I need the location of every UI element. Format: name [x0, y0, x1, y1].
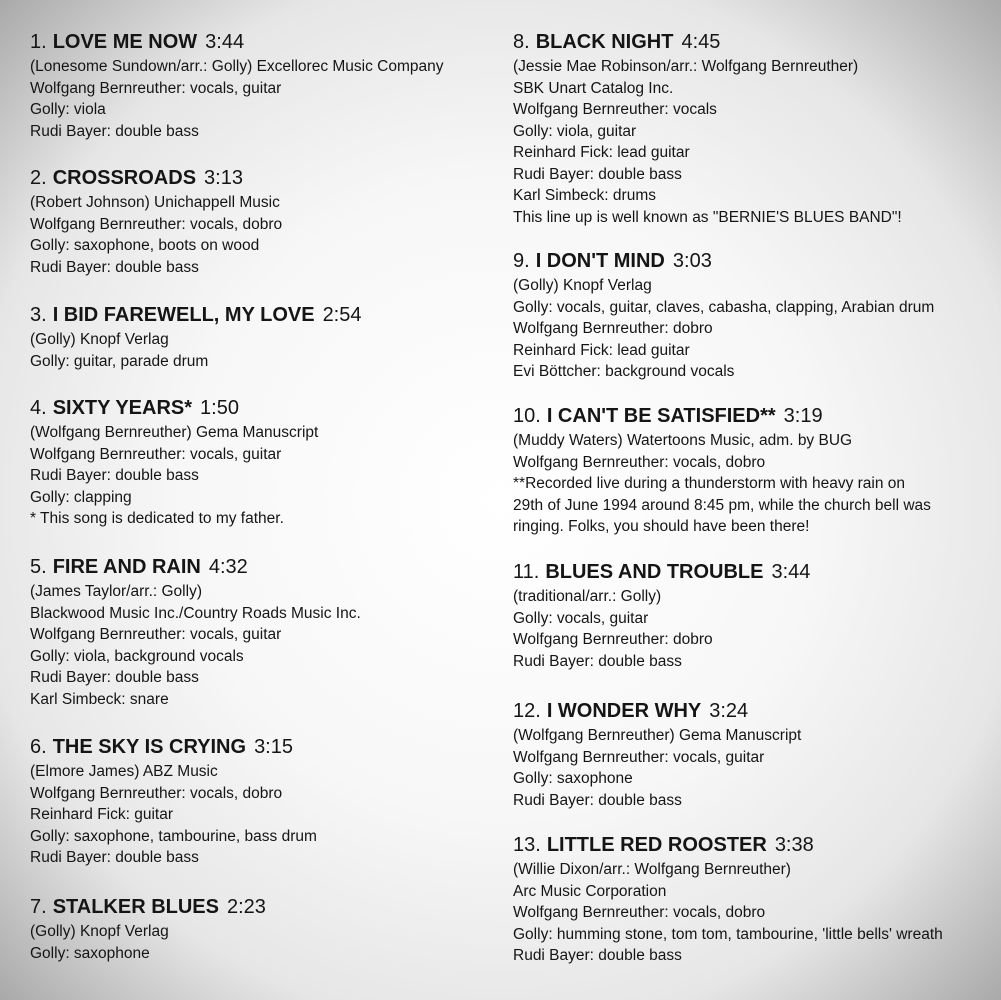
track-title: I WONDER WHY — [546, 700, 702, 722]
track-heading — [30, 166, 495, 190]
track-heading — [513, 833, 983, 857]
track-heading — [513, 249, 983, 273]
track-entry — [30, 735, 495, 869]
track-heading — [30, 555, 495, 579]
track-duration: 3:15 — [254, 736, 293, 758]
track-duration: 3:03 — [672, 250, 712, 272]
track-number: 3. — [30, 304, 47, 326]
track-entry — [30, 303, 495, 372]
track-credit-line: Golly: saxophone, boots on wood — [30, 237, 260, 254]
track-credit-line: Wolfgang Bernreuther: vocals, dobro — [513, 904, 766, 921]
track-heading — [30, 30, 495, 54]
track-credit-line: * This song is dedicated to my father. — [30, 510, 284, 527]
track-credit-line: (Lonesome Sundown/arr.: Golly) Excellorec Music Company — [30, 58, 444, 75]
track-heading — [513, 404, 983, 428]
track-duration: 4:45 — [681, 31, 721, 53]
track-entry — [513, 833, 983, 967]
track-credit-line: Wolfgang Bernreuther: vocals, guitar — [30, 79, 282, 97]
track-heading — [30, 396, 495, 420]
track-credit-line: Rudi Bayer: double bass — [30, 467, 199, 484]
track-credit-line: Wolfgang Bernreuther: dobro — [513, 631, 713, 648]
track-credit-line: SBK Unart Catalog Inc. — [513, 79, 674, 97]
track-duration: 3:44 — [771, 561, 811, 583]
track-title: THE SKY IS CRYING — [52, 736, 247, 758]
track-credit-line: Golly: saxophone — [30, 944, 150, 962]
track-credit-line: (Golly) Knopf Verlag — [30, 923, 169, 940]
track-entry — [30, 555, 495, 710]
track-entry — [513, 249, 983, 383]
track-credit-line: Wolfgang Bernreuther: vocals, dobro — [30, 784, 283, 802]
track-credit-line: (Elmore James) ABZ Music — [30, 763, 218, 780]
track-credit-line: (Robert Johnson) Unichappell Music — [30, 194, 280, 211]
track-credit-line: Wolfgang Bernreuther: dobro — [513, 320, 713, 337]
track-credit-line: Wolfgang Bernreuther: vocals, guitar — [30, 626, 282, 643]
track-credit-line: Rudi Bayer: double bass — [30, 122, 199, 140]
track-credit-line: Evi Böttcher: background vocals — [513, 363, 735, 380]
track-heading — [513, 30, 983, 54]
track-heading — [30, 303, 495, 327]
track-credit-line: Rudi Bayer: double bass — [513, 652, 682, 670]
track-credit-line: (Wolfgang Bernreuther) Gema Manuscript — [30, 424, 319, 441]
track-number: 13. — [513, 834, 541, 856]
track-credit-line: Golly: clapping — [30, 488, 132, 506]
track-credit-line: Rudi Bayer: double bass — [513, 947, 682, 964]
track-number: 2. — [30, 167, 47, 189]
track-credit-line: Golly: saxophone, tambourine, bass drum — [30, 827, 317, 845]
track-credit-line: Golly: viola, guitar — [513, 122, 637, 140]
track-credit-line: Wolfgang Bernreuther: vocals — [513, 101, 717, 118]
track-credit-line: (Muddy Waters) Watertoons Music, adm. by BUG — [513, 432, 853, 449]
track-credit-line: (traditional/arr.: Golly) — [513, 588, 662, 605]
track-number: 9. — [513, 250, 530, 272]
track-credit-line: 29th of June 1994 around 8:45 pm, while the church bell was — [513, 496, 931, 514]
track-credit-line: Golly: vocals, guitar — [513, 609, 649, 627]
track-number: 8. — [513, 31, 530, 53]
track-title: LITTLE RED ROOSTER — [546, 834, 767, 856]
track-credit-line: Golly: guitar, parade drum — [30, 352, 209, 370]
track-entry — [30, 396, 495, 530]
track-entry — [30, 30, 495, 142]
track-title: LOVE ME NOW — [52, 31, 198, 53]
track-title: CROSSROADS — [52, 167, 197, 189]
track-duration: 3:38 — [774, 834, 814, 856]
track-title: I BID FAREWELL, MY LOVE — [52, 304, 315, 326]
track-credit-line: Rudi Bayer: double bass — [513, 165, 682, 183]
track-credit-line: (Golly) Knopf Verlag — [513, 277, 652, 294]
track-credit-line: Karl Simbeck: snare — [30, 690, 169, 708]
track-number: 4. — [30, 397, 47, 419]
track-credit-line: Rudi Bayer: double bass — [30, 258, 199, 276]
track-entry — [513, 404, 983, 538]
track-duration: 2:54 — [322, 304, 362, 326]
track-credit-line: Rudi Bayer: double bass — [30, 849, 199, 866]
track-credit-line: Rudi Bayer: double bass — [513, 791, 682, 809]
track-credit-line: Blackwood Music Inc./Country Roads Music Inc. — [30, 604, 361, 622]
track-duration: 1:50 — [200, 397, 239, 419]
track-credit-line: Rudi Bayer: double bass — [30, 669, 199, 686]
track-heading — [30, 895, 495, 919]
track-title: SIXTY YEARS* — [52, 397, 193, 419]
track-credit-line: Golly: vocals, guitar, claves, cabasha, clapping, Arabian drum — [513, 298, 935, 316]
track-heading — [513, 699, 983, 723]
track-title: BLUES AND TROUBLE — [545, 561, 764, 583]
track-number: 7. — [30, 896, 47, 918]
track-entry — [513, 699, 983, 811]
track-credit-line: Wolfgang Bernreuther: vocals, dobro — [30, 215, 283, 233]
track-credit-line: (James Taylor/arr.: Golly) — [30, 583, 202, 600]
track-credit-line: Golly: saxophone — [513, 770, 633, 787]
track-entry — [30, 166, 495, 278]
track-credit-line: (Willie Dixon/arr.: Wolfgang Bernreuther) — [513, 861, 791, 878]
track-credit-line: Reinhard Fick: lead guitar — [513, 341, 690, 359]
track-title: BLACK NIGHT — [535, 31, 674, 53]
track-credit-line: **Recorded live during a thunderstorm with heavy rain on — [513, 475, 906, 492]
track-credit-line: Reinhard Fick: lead guitar — [513, 144, 690, 161]
track-duration: 2:23 — [227, 896, 266, 918]
track-number: 10. — [513, 405, 541, 427]
track-credit-line: Wolfgang Bernreuther: vocals, dobro — [513, 453, 766, 471]
track-entry — [30, 895, 495, 964]
track-number: 6. — [30, 736, 47, 758]
track-credit-line: Golly: viola, background vocals — [30, 647, 244, 665]
track-credit-line: (Golly) Knopf Verlag — [30, 331, 169, 348]
track-title: FIRE AND RAIN — [52, 556, 201, 578]
track-credit-line: ringing. Folks, you should have been there! — [513, 518, 810, 535]
track-credit-line: Wolfgang Bernreuther: vocals, guitar — [513, 748, 765, 766]
track-title: STALKER BLUES — [52, 896, 219, 918]
track-duration: 3:13 — [204, 167, 243, 189]
track-credit-line: Wolfgang Bernreuther: vocals, guitar — [30, 445, 282, 463]
track-credit-line: Golly: humming stone, tom tom, tambourine, 'little bells' wreath — [513, 925, 943, 943]
track-number: 11. — [513, 561, 540, 583]
track-credit-line: Reinhard Fick: guitar — [30, 806, 174, 823]
track-number: 5. — [30, 556, 47, 578]
track-credit-line: (Wolfgang Bernreuther) Gema Manuscript — [513, 727, 802, 744]
track-credit-line: (Jessie Mae Robinson/arr.: Wolfgang Bernreuther) — [513, 58, 859, 75]
track-credit-line: Karl Simbeck: drums — [513, 187, 656, 204]
track-duration: 3:24 — [709, 700, 749, 722]
track-heading — [513, 560, 983, 584]
track-credit-line: Golly: viola — [30, 101, 106, 118]
track-number: 1. — [30, 31, 47, 53]
track-duration: 4:32 — [208, 556, 248, 578]
track-duration: 3:19 — [783, 405, 823, 427]
track-credit-line: Arc Music Corporation — [513, 882, 667, 900]
track-entry — [513, 30, 983, 228]
track-entry — [513, 560, 983, 672]
track-heading — [30, 735, 495, 759]
track-number: 12. — [513, 700, 541, 722]
track-credit-line: This line up is well known as "BERNIE'S BLUES BAND"! — [513, 208, 902, 226]
track-title: I CAN'T BE SATISFIED** — [546, 405, 776, 427]
track-duration: 3:44 — [205, 31, 245, 53]
track-title: I DON'T MIND — [535, 250, 665, 272]
